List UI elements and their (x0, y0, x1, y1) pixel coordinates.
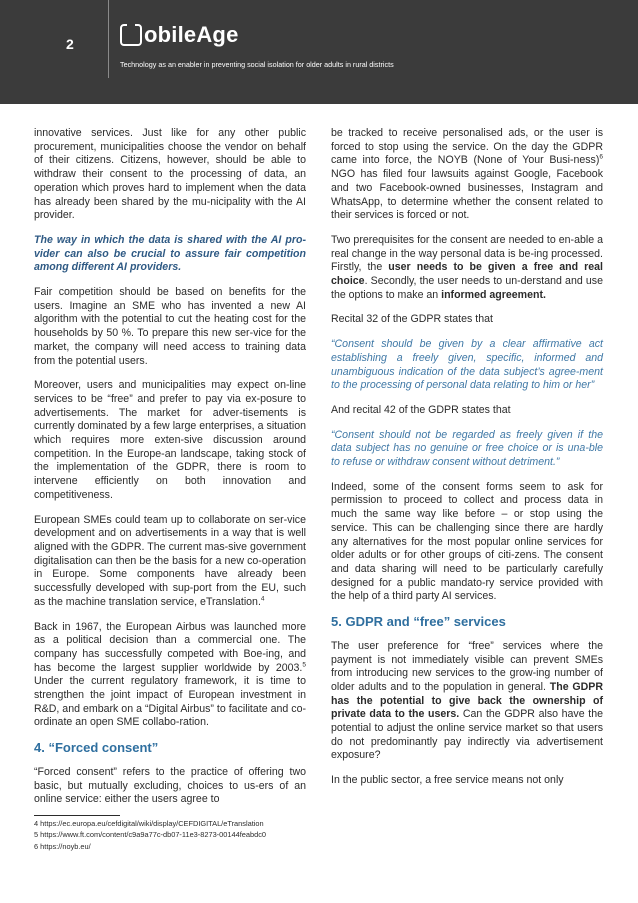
footnote-ref: 6 (599, 153, 603, 161)
paragraph: Indeed, some of the consent forms seem to ask for permission to proceed to collect and process data in much the same way like before – or stop using the service. This can be challenging since there are hardly any alternatives for the most popular online services for older adults or for other groups of citi-zens. The consent and data sharing will need to be particularly carefully designed for a public mandato-ry service provided with the help of a third party AI services. (331, 480, 603, 603)
paragraph (331, 640, 603, 763)
footnotes (34, 818, 314, 852)
paragraph-text: NGO has filed four lawsuits against Google, Facebook and two Facebook-owned businesses, Instagram and WhatsApp, to determine whether the consent related to their services is forced or not. (331, 168, 603, 222)
paragraph-text: The user preference for “free” services where the payment is not immediately visible can prevent SMEs from introducing new services to the grow-ing number of older adults and to the population in general. (331, 639, 603, 693)
page-header (0, 0, 638, 104)
paragraph: In the public sector, a free service means not only (331, 774, 564, 787)
logo-text: obileAge (144, 22, 239, 47)
bold-text: The GDPR has the potential to give back the ownership of private data to the users. (331, 680, 604, 721)
paragraph (34, 621, 306, 731)
paragraph-text: Back in 1967, the European Airbus was launched more as a political decision than a commercial one. The company has successfully competed with Boe-ing, and has become the largest supplier worldwide by 2003. (34, 620, 306, 674)
right-column (331, 127, 603, 799)
footnote-ref: 5 (302, 661, 306, 669)
phone-logo-icon (120, 24, 142, 46)
paragraph-text: European SMEs could team up to collaborate on ser-vice development and on advertisements in a way that is well aligned with the GDPR. The current mas-sive government digitalisation can then be the basis for a new co-operation in Europe. Some components have already been successfully developed with sup-port from the EU, such as the machine translation service, eTranslation. (34, 513, 306, 608)
paragraph: Fair competition should be based on benefits for the users. Imagine an SME who has invented a new AI algorithm with the potential to cut the heating cost for the households by 50 %. To prepare this new ser-vice for the market, the company will need access to training data from the potential users. (34, 286, 306, 367)
footnote: 4 https://ec.europa.eu/cefdigital/wiki/display/CEFDIGITAL/eTranslation (34, 819, 264, 828)
footnote: 6 https://noyb.eu/ (34, 841, 91, 851)
emphasis-paragraph: The way in which the data is shared with the AI pro-vider can also be crucial to assure fair competition among different AI providers. (34, 233, 306, 274)
bold-text: informed agreement. (441, 288, 546, 301)
paragraph-text: Two prerequisites for the consent are needed to en-able a real change in the way personal data is be-ing processed. Firstly, the (331, 233, 603, 274)
bold-text: user needs to be given a free and real choice (331, 261, 603, 288)
paragraph: Moreover, users and municipalities may expect on-line services to be “free” and prefer to pay via ex-posure to advertisements. The market for adver-tisements is currently dominated by a few large enterprises, a situation which requires more exten-sive discussion around competition. In the Europe-an landscape, taking stock of the implementation of the GDPR, there is room to intervene efficiently on both innovation and competitiveness. (34, 379, 306, 501)
quote-recital-42: “Consent should not be regarded as freely given if the data subject has no genuine or free choice or is una-ble to refuse or withdraw consent without detriment.” (331, 428, 603, 469)
left-column (34, 127, 306, 818)
paragraph (331, 234, 603, 303)
section-heading-forced-consent: 4. “Forced consent” (34, 740, 159, 756)
quote-recital-32: “Consent should be given by a clear affirmative act establishing a freely given, specific, informed and unambiguous indication of the data subject’s agree-ment to the processing of personal data relating to him or her” (331, 338, 603, 392)
section-heading-gdpr-free-services: 5. GDPR and “free” services (331, 614, 506, 630)
paragraph: “Forced consent” refers to the practice of offering two basic, but mutually excluding, choices to us-ers of an online service: either the users agree to (34, 765, 306, 806)
header-divider (108, 0, 109, 78)
paragraph (34, 514, 306, 610)
paragraph: innovative services. Just like for any other public procurement, municipalities choose the vendor on behalf of their citizens. Citizens, however, should be able to withdraw their consent to the processing of data, an operation which proves hard to implement when the data has already been shared by the mu-nicipality with the AI provider. (34, 127, 306, 222)
footnote-divider (34, 815, 120, 816)
header-tagline: Technology as an enabler in preventing social isolation for older adults in rural districts (120, 60, 394, 69)
mobileage-logo (120, 21, 239, 49)
paragraph: Recital 32 of the GDPR states that (331, 313, 493, 326)
page-number: 2 (66, 36, 74, 52)
paragraph-text: Under the current regulatory framework, it is time to strengthen the joint impact of European investment in R&D, and embark on a “Digital Airbus” to facilitate and co-ordinate an open SME collabo-ration. (34, 675, 306, 729)
paragraph-text: Can the GDPR also have the potential to adjust the online service market so that users do not predominantly pay indirectly via advertisement exposure? (331, 708, 603, 762)
paragraph-text: be tracked to receive personalised ads, or the user is forced to stop using the service. On the day the GDPR came into force, the NOYB (None of Your Busi-ness) (331, 127, 603, 167)
footnote-ref: 4 (260, 595, 265, 603)
paragraph-text: . Secondly, the user needs to un-derstand and use the options to make an (331, 275, 603, 301)
footnote: 5 https://www.ft.com/content/c9a9a77c-db07-11e3-8273-00144feabdc0 (34, 830, 266, 840)
paragraph: And recital 42 of the GDPR states that (331, 403, 511, 416)
paragraph (331, 127, 603, 223)
